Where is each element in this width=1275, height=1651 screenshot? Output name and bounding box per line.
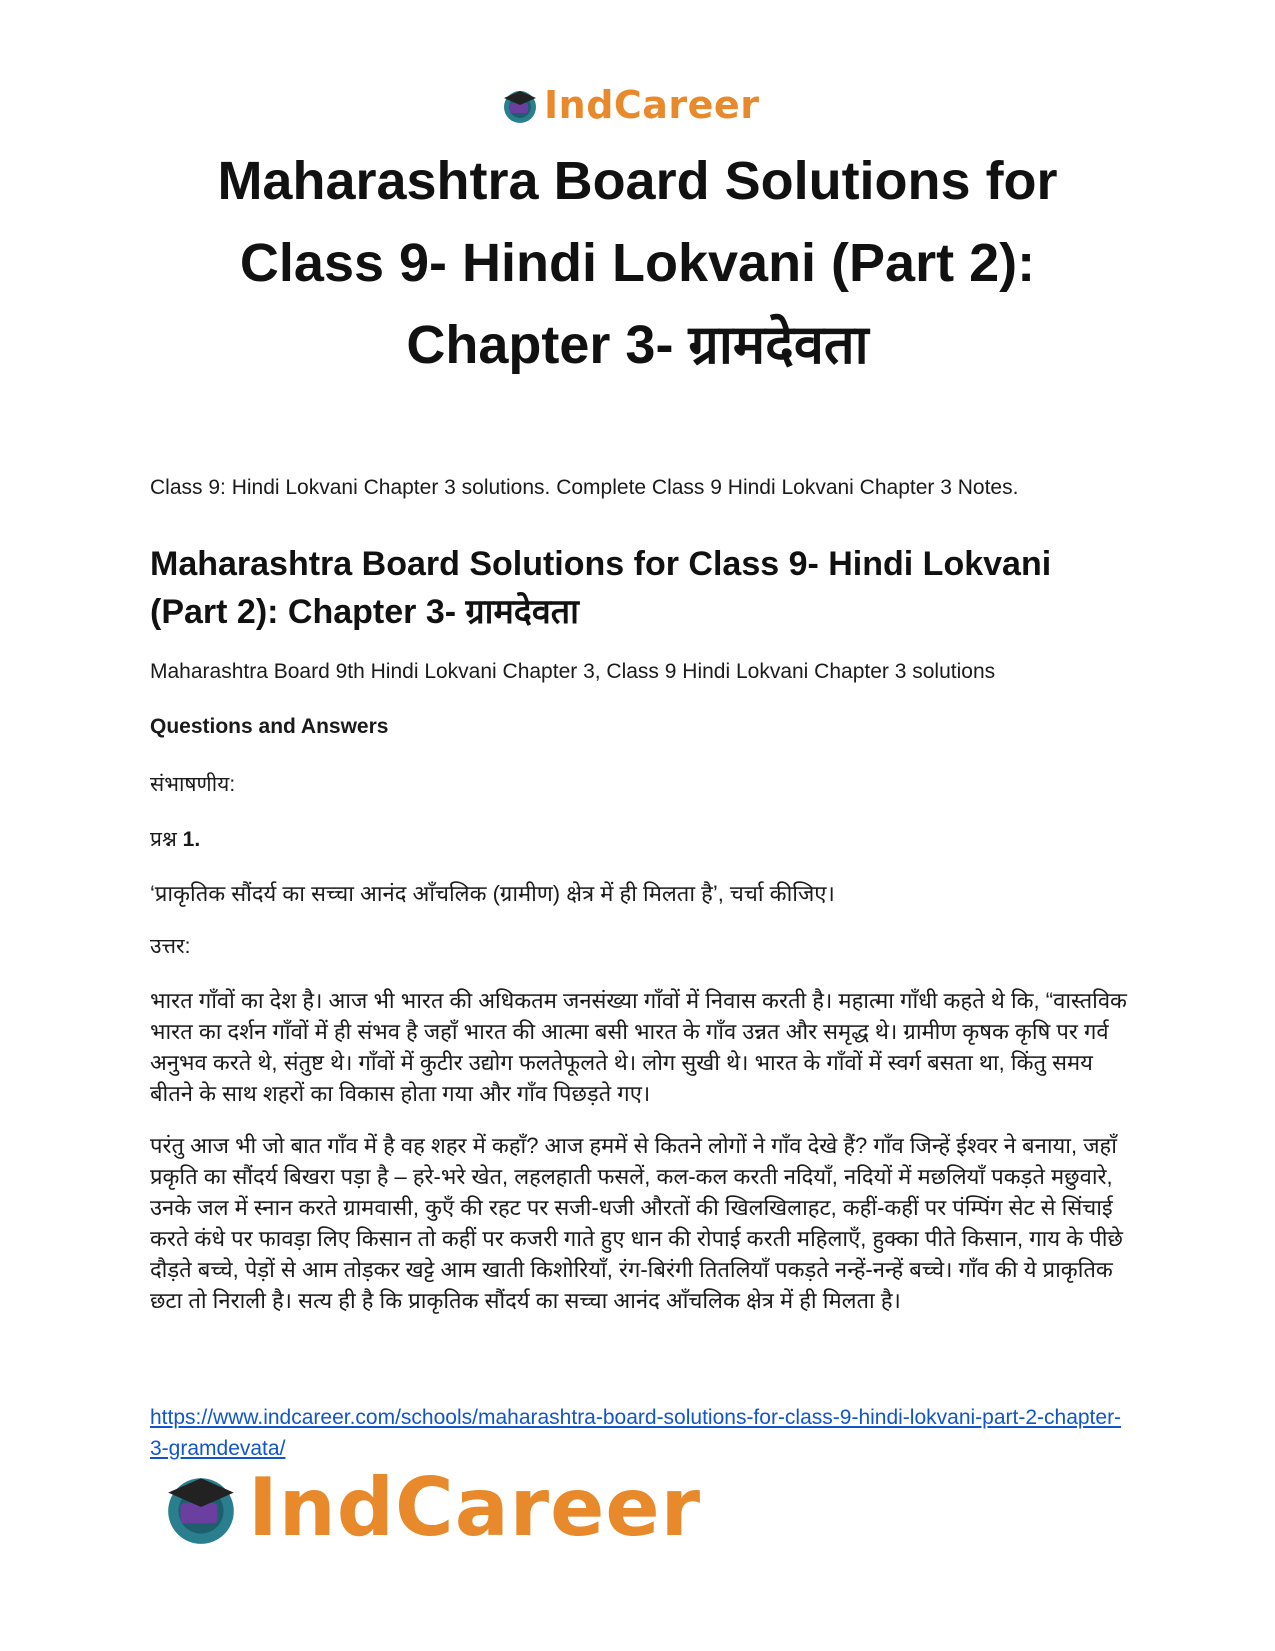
graduation-globe-icon [500, 85, 540, 125]
answer-label: उत्तर: [150, 935, 191, 958]
answer-paragraph-1: भारत गाँवों का देश है। आज भी भारत की अधिकतम जनसंख्या गाँवों में निवास करती है। महात्मा गाँधी कहते थे कि, “वास्तविक भारत का दर्शन गाँवों में ही संभव है जहाँ भारत की आत्मा बसी भारत के गाँव उन्नत और समृद्ध थे। ग्रामीण कृषक कृषि पर गर्व अनुभव करते थे, संतुष्ट थे। गाँवों में कुटीर उद्योग फलतेफूलते थे। लोग सुखी थे। भारत के गाँवों में स्वर्ग बसता था, किंतु समय बीतने के साथ शहरों का विकास होता गया और गाँव पिछड़ते गए। [150, 988, 1127, 1106]
intro-text: Class 9: Hindi Lokvani Chapter 3 solutions. Complete Class 9 Hindi Lokvani Chapter 3 Notes. [150, 476, 1019, 499]
logo-text: IndCareer [544, 83, 760, 127]
section-heading-line-2: (Part 2): Chapter 3- ग्रामदेवता [150, 593, 579, 631]
graduation-globe-icon [160, 1466, 242, 1548]
title-line-2: Class 9- Hindi Lokvani (Part 2): [239, 233, 1036, 293]
title-line-3: Chapter 3- ग्रामदेवता [406, 315, 869, 375]
logo-text: IndCareer [248, 1460, 702, 1554]
question-number: 1. [182, 828, 201, 851]
indcareer-logo-bottom [160, 1462, 701, 1552]
sambhashaniya-label: संभाषणीय: [150, 773, 236, 796]
answer-paragraph-2: परंतु आज भी जो बात गाँव में है वह शहर में कहाँ? आज हममें से कितने लोगों ने गाँव देखे हैं? गाँव जिन्हें ईश्वर ने बनाया, जहाँ प्रकृति का सौंदर्य बिखरा पड़ा है – हरे-भरे खेत, लहलहाती फसलें, कल-कल करती नदियाँ, नदियों में मछलियाँ पकड़ते मछुवारे, उनके जल में स्नान करते ग्रामवासी, कुएँ की रहट पर सजी-धजी औरतों की खिलखिलाहट, कहीं-कहीं पर पंम्पिंग सेट से सिंचाई करते कंधे पर फावड़ा लिए किसान तो कहीं पर कजरी गाते हुए धान की रोपाई करती महिलाएँ, हुक्का पीते किसान, गाय के पीछे दौड़ते बच्चे, पेड़ों से आम तोड़कर खट्टे आम खाती किशोरियाँ, रंग-बिरंगी तितलियाँ पकड़ते नन्हें-नन्हें बच्चे। गाँव की ये प्राकृतिक छटा तो निराली है। सत्य ही है कि प्राकृतिक सौंदर्य का सच्चा आनंद आँचलिक क्षेत्र में ही मिलता है। [150, 1133, 1123, 1313]
title-line-1: Maharashtra Board Solutions for [217, 151, 1058, 211]
question-text: ‘प्राकृतिक सौंदर्य का सच्चा आनंद आँचलिक (ग्रामीण) क्षेत्र में ही मिलता है’, चर्चा कीजिए। [150, 881, 835, 906]
section-heading [150, 540, 1125, 636]
section-heading-line-1: Maharashtra Board Solutions for Class 9- Hindi Lokvani [150, 545, 1052, 583]
section-subtitle: Maharashtra Board 9th Hindi Lokvani Chapter 3, Class 9 Hindi Lokvani Chapter 3 solutions [150, 660, 996, 683]
question-label-word: प्रश्न [150, 828, 177, 851]
question-label [150, 825, 200, 853]
source-link[interactable]: https://www.indcareer.com/schools/maharashtra-board-solutions-for-class-9-hindi-lokvani-part-2-chapter-3-gramdevata/ [150, 1406, 1122, 1460]
page-title [150, 140, 1125, 386]
qa-heading: Questions and Answers [150, 715, 389, 738]
indcareer-logo-top [500, 80, 759, 130]
